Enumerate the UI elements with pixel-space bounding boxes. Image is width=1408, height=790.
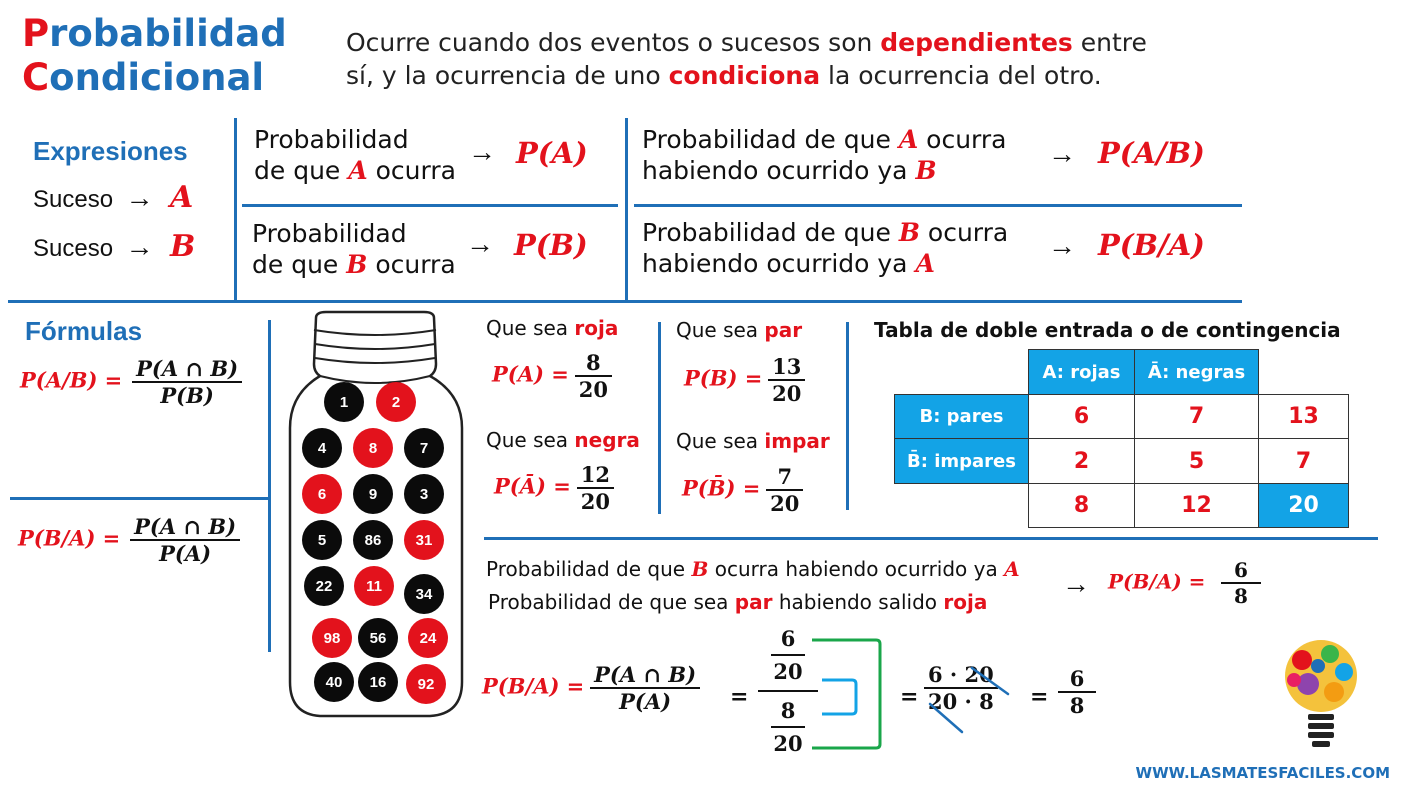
intro-keyword-dependientes: dependientes [880,28,1073,57]
divider-exp-v2 [625,118,628,302]
expr-pa-text [254,124,456,186]
equals-sign: = [1030,684,1049,710]
formula-pba-fraction [130,514,240,566]
prob-word-impar: impar [764,429,830,453]
table-row [895,395,1349,439]
table-cell: 2 [1029,439,1135,484]
cf-den-num: 8 [780,698,796,723]
divider-probs-v2 [846,322,849,510]
expresiones-heading: Expresiones [33,136,188,166]
example-l1b: ocurra habiendo ocurrido ya [708,557,1005,581]
table-empty-cell [895,484,1029,528]
jar-ball: 24 [408,618,448,658]
table-corner-right [1259,350,1349,395]
example-result [1108,558,1261,608]
arrow-icon: → [125,231,154,262]
equals-sign: = [900,684,919,710]
table-corner [895,350,1029,395]
prob-word-negra: negra [574,428,640,452]
divider-exp-v1 [234,118,237,302]
cf-den-den: 20 [773,731,803,756]
divider-probs-v1 [658,322,661,514]
calc-formula [482,662,700,714]
title-line1: robabilidad [49,12,287,55]
example-word-roja: roja [943,590,988,614]
jar-ball: 16 [358,662,398,702]
prob-impar-lhs: P(B̄) = [682,475,761,501]
prob-par-label [676,318,802,342]
expr-pa-l1: Probabilidad [254,125,409,154]
prob-par-formula [684,354,805,406]
equals-sign: = [730,684,749,710]
fraction-numerator: 13 [772,354,802,379]
formula-pba-lhs: P(B/A) = [18,525,121,551]
fraction-numerator: 12 [580,462,610,487]
expr-pa-var: A [348,156,368,185]
example-l2b: habiendo salido [772,590,944,614]
fraction-numerator: 6 · 20 [928,662,994,687]
divider-exp-h2 [634,204,1242,207]
page-title [22,12,287,100]
example-l1a: Probabilidad de que [486,557,692,581]
example-word-par: par [734,590,773,614]
event-a: A [169,180,194,215]
formula-pab-def [20,356,242,408]
fraction-denominator: P(A) [619,689,672,714]
expr-pb-l2b: ocurra [367,250,456,279]
example-result-lhs: P(B/A) = [1108,569,1206,594]
fraction-denominator: 8 [1069,693,1085,718]
formula-pba: P(B/A) [1098,228,1205,262]
table-col-not-a: Ā: negras [1135,350,1259,395]
jar-ball: 9 [353,474,393,514]
fraction-numerator: 8 [586,350,601,375]
fraction-denominator: 20 [772,381,802,406]
expr-pba-text [642,217,1008,279]
prob-impar-label [676,429,830,453]
expr-pab-l1a: Probabilidad de que [642,125,899,154]
suceso-label: Suceso [33,186,114,213]
prob-roja-lhs: P(A) = [492,361,569,387]
final-fraction [1058,666,1096,718]
fraction-numerator: P(A ∩ B) [136,356,239,381]
table-cell: 12 [1135,484,1259,528]
prob-negra-formula [494,462,614,514]
expr-pb-text [252,218,456,280]
prob-par-fraction [768,354,805,406]
table-col-a: A: rojas [1029,350,1135,395]
intro-keyword-condiciona: condiciona [668,61,821,90]
jar-ball: 86 [353,520,393,560]
table-header-row [895,350,1349,395]
prob-par-lhs: P(B) = [684,365,763,391]
prob-negra-label [486,428,640,452]
arrow-icon: → [1062,568,1090,599]
cf-num-num: 6 [780,626,796,651]
example-result-fraction [1221,558,1261,608]
jar-balls [286,310,464,722]
calc-lhs: P(B/A) = [482,673,585,699]
table-row-b: B: pares [895,395,1029,439]
jar-ball: 2 [376,382,416,422]
cancel-strike-icon [926,664,1012,736]
prob-roja-formula [492,350,612,402]
example-line2 [488,590,987,614]
prob-impar-fraction [766,464,803,516]
expr-pab-v1: A [898,125,919,154]
prob-impar-formula [682,464,803,516]
expr-pba-l2a: habiendo ocurrido ya [642,249,916,278]
formula-pab-lhs: P(A/B) = [20,367,123,393]
prob-roja-fraction [575,350,612,402]
fraction-denominator: 20 [770,491,800,516]
jar-ball: 98 [312,618,352,658]
arrow-icon: → [1048,138,1076,169]
intro-p3: sí, y la ocurrencia de uno [346,61,669,90]
event-b: B [169,229,196,264]
prob-word-par: par [764,318,803,342]
expr-pb-l2a: de que [252,250,347,279]
prob-negra-lhs: P(Ā) = [494,473,571,499]
arrow-icon: → [125,182,154,213]
jar-ball: 7 [404,428,444,468]
fraction-denominator: 20 · 8 [928,689,994,714]
bracket-arrows-icon [808,632,884,756]
divider-exp-h1 [242,204,618,207]
prob-label-text: Que sea [676,318,765,342]
expr-pa-l2a: de que [254,156,349,185]
jar-ball: 8 [353,428,393,468]
formula-pab-fraction [132,356,242,408]
expr-pa-l2b: ocurra [367,156,456,185]
prob-word-roja: roja [574,316,619,340]
fraction-denominator: P(B) [160,383,214,408]
fraction-numerator: P(A ∩ B) [594,662,697,687]
expr-pab-text [642,124,1007,186]
fraction-bar [771,726,805,728]
expr-pba-l1b: ocurra [919,218,1009,247]
jar-ball: 1 [324,382,364,422]
prob-roja-label [486,316,618,340]
arrow-icon: → [466,228,494,259]
footer-url: WWW.LASMATESFACILES.COM [1135,764,1390,782]
table-cell: 7 [1259,439,1349,484]
suceso-label: Suceso [33,235,114,262]
divider-formulas-v [268,320,271,652]
example-l2a: Probabilidad de que sea [488,590,735,614]
title-cap-c: C [22,56,50,99]
example-line1 [486,557,1020,581]
cf-num-den: 20 [773,659,803,684]
fraction-denominator: 8 [1234,584,1248,608]
jar-ball: 31 [404,520,444,560]
expr-pab-l2a: habiendo ocurrido ya [642,156,916,185]
expr-pba-v2: A [915,249,935,278]
expr-pab-v2: B [915,156,937,185]
intro-p2: entre [1072,28,1147,57]
example-var-a: A [1004,557,1020,581]
example-var-b: B [691,557,709,581]
suceso-a-row [33,180,193,215]
table-cell: 8 [1029,484,1135,528]
fraction-numerator: P(A ∩ B) [134,514,237,539]
intro-p4: la ocurrencia del otro. [820,61,1102,90]
formula-pb: P(B) [514,228,588,262]
prob-negra-fraction [577,462,614,514]
prob-label-text: Que sea [676,429,765,453]
divider-formulas-h [10,497,268,500]
lightbulb-logo-icon [1278,636,1364,754]
jar-ball: 5 [302,520,342,560]
fraction-numerator: 6 [1069,666,1085,691]
table-total-cell: 20 [1259,484,1349,528]
fraction-denominator: P(A) [159,541,212,566]
jar-ball: 4 [302,428,342,468]
formulas-heading: Fórmulas [25,316,143,346]
arrow-icon: → [1048,230,1076,261]
jar-ball: 22 [304,566,344,606]
table-row [895,439,1349,484]
table-cell: 7 [1135,395,1259,439]
fraction-bar [771,654,805,656]
jar-ball: 34 [404,574,444,614]
calc-fraction [590,662,700,714]
suceso-b-row [33,229,195,264]
expr-pba-l1a: Probabilidad de que [642,218,899,247]
formula-pa: P(A) [516,136,588,170]
title-line2: ondicional [49,56,265,99]
divider-example [484,537,1378,540]
expr-pab-l1b: ocurra [918,125,1007,154]
intro-text [346,26,1147,92]
title-cap-p: P [22,12,50,55]
prob-label-text: Que sea [486,428,575,452]
table-title: Tabla de doble entrada o de contingencia [874,318,1341,342]
table-row [895,484,1349,528]
contingency-table [894,349,1349,528]
fraction-denominator: 20 [578,377,608,402]
table-cell: 6 [1029,395,1135,439]
formula-pba-def [18,514,240,566]
arrow-icon: → [468,136,496,167]
jar-ball: 92 [406,664,446,704]
expr-pb-var: B [346,250,368,279]
jar-ball: 6 [302,474,342,514]
table-row-not-b: B̄: impares [895,439,1029,484]
jar-ball: 3 [404,474,444,514]
intro-p1: Ocurre cuando dos eventos o sucesos son [346,28,881,57]
expr-pb-l1: Probabilidad [252,219,407,248]
fraction-denominator: 20 [580,489,610,514]
expr-pba-v1: B [898,218,920,247]
fraction-numerator: 6 [1234,558,1248,582]
formula-pab: P(A/B) [1098,136,1205,170]
jar-ball: 40 [314,662,354,702]
jar-ball: 11 [354,566,394,606]
prob-label-text: Que sea [486,316,575,340]
table-cell: 13 [1259,395,1349,439]
jar-ball: 56 [358,618,398,658]
table-cell: 5 [1135,439,1259,484]
final-fraction-inner [1058,666,1096,718]
fraction-numerator: 7 [777,464,793,489]
